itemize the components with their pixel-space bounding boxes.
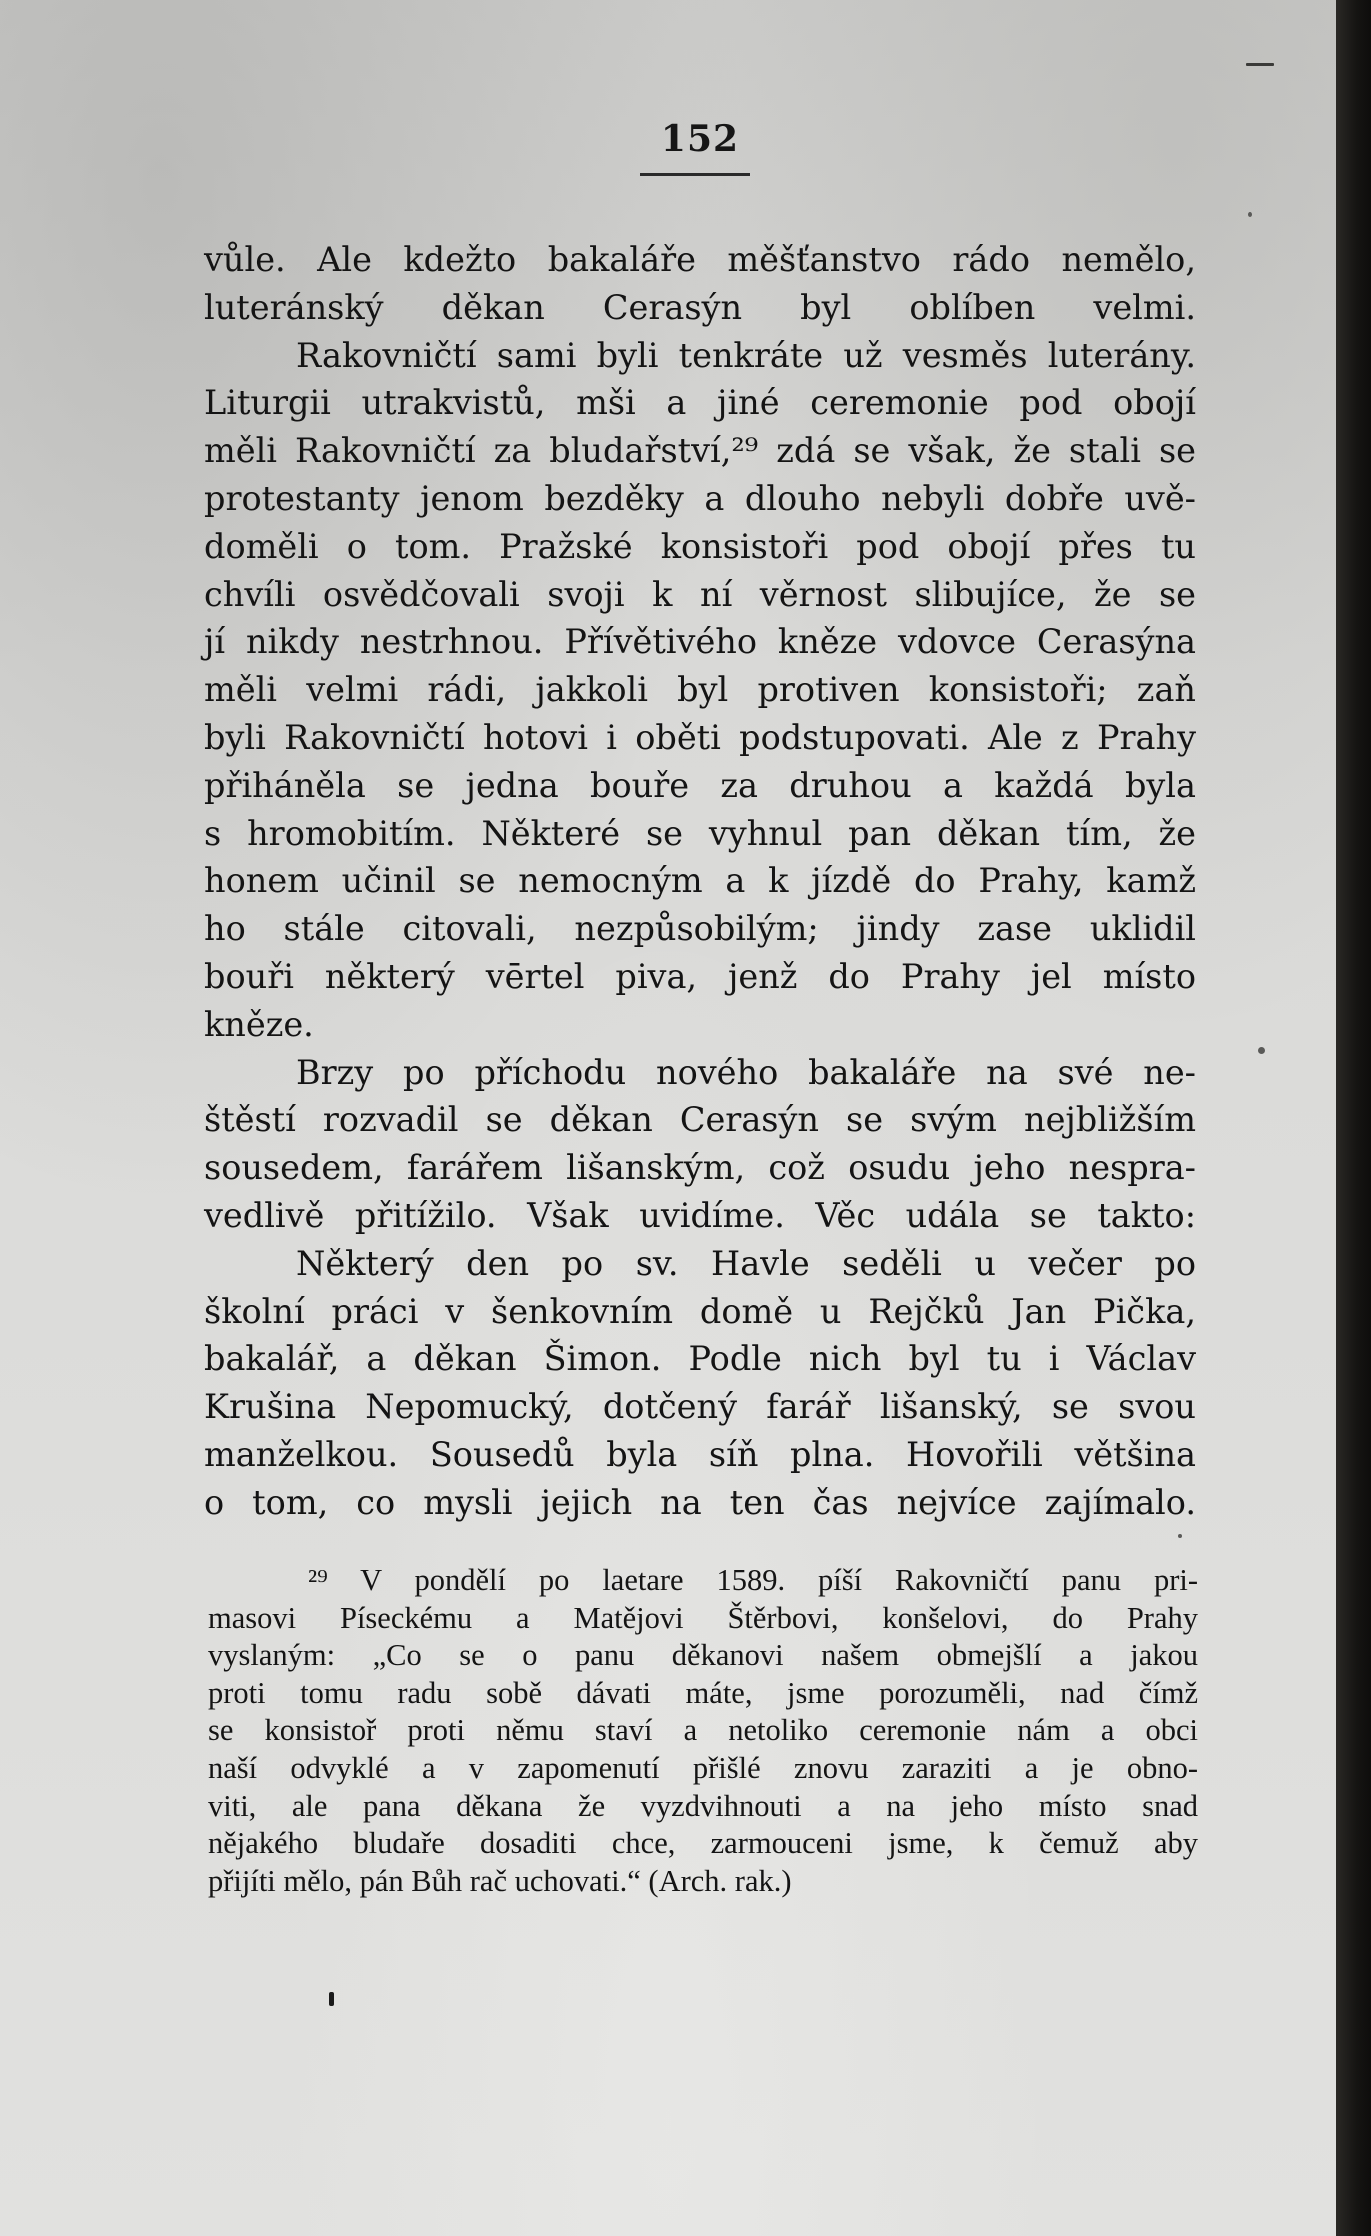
text-line: chvíli osvědčovali svoji k ní věrnost slibujíce, že se	[204, 574, 1196, 614]
page-number: 152	[660, 118, 740, 160]
text-line: bakalář, a děkan Šimon. Podle nich byl tu i Václav	[204, 1339, 1196, 1379]
main-text	[204, 236, 1196, 1527]
footnote-line: přijíti mělo, pán Bůh rač uchovati.“ (Arch. rak.)	[208, 1863, 792, 1898]
text-line: Rakovničtí sami byli tenkráte už vesměs luterány.	[296, 335, 1196, 375]
footnote-line: viti, ale pana děkana že vyzdvihnouti a na jeho místo snad	[208, 1788, 1198, 1823]
text-line: s hromobitím. Některé se vyhnul pan děkan tím, že	[204, 813, 1196, 853]
text-line: o tom, co mysli jejich na ten čas nejvíce zajímalo.	[204, 1482, 1196, 1522]
text-line: přiháněla se jedna bouře za druhou a každá byla	[204, 765, 1196, 805]
text-line: měli Rakovničtí za bludařství,²⁹ zdá se však, že stali se	[204, 431, 1196, 471]
text-line: Krušina Nepomucký, dotčený farář lišanský, se svou	[204, 1387, 1196, 1427]
print-speck	[329, 1992, 334, 2006]
text-line: jí nikdy nestrhnou. Přívětivého kněze vdovce Cerasýna	[204, 622, 1196, 662]
text-line: bouři některý vērtel piva, jenž do Prahy jel místo	[204, 956, 1196, 996]
text-line: vůle. Ale kdežto bakaláře měšťanstvo rádo nemělo,	[204, 240, 1196, 279]
print-speck	[1248, 212, 1252, 217]
text-line: štěstí rozvadil se děkan Cerasýn se svým nejbližším	[204, 1100, 1196, 1140]
footnote-line: se konsistoř proti němu staví a netoliko ceremonie nám a obci	[208, 1713, 1198, 1748]
text-line: vedlivě přitížilo. Však uvidíme. Věc udála se takto:	[204, 1195, 1196, 1235]
footnote-line: naší odvyklé a v zapomenutí přišlé znovu zaraziti a je obno-	[208, 1750, 1198, 1785]
text-line: kněze.	[204, 1004, 314, 1044]
footnote-line: vyslaným: „Co se o panu děkanovi našem obmejšlí a jakou	[208, 1638, 1198, 1673]
scan-edge	[1336, 0, 1371, 2236]
footnote-line: masovi Píseckému a Matějovi Štěrbovi, konšelovi, do Prahy	[208, 1600, 1198, 1635]
text-line: měli velmi rádi, jakkoli byl protiven konsistoři; zaň	[204, 670, 1196, 710]
text-line: Některý den po sv. Havle seděli u večer po	[296, 1243, 1196, 1283]
text-line: manželkou. Sousedů byla síň plna. Hovořili většina	[204, 1434, 1196, 1474]
print-speck	[1178, 1534, 1182, 1538]
page-number-rule	[640, 173, 750, 176]
text-line: ho stále citovali, nezpůsobilým; jindy zase uklidil	[204, 909, 1196, 949]
footnote	[208, 1562, 1198, 1900]
text-line: doměli o tom. Pražské konsistoři pod obojí přes tu	[204, 526, 1196, 566]
footnote-line: nějakého bludaře dosaditi chce, zarmouceni jsme, k čemuž aby	[208, 1826, 1198, 1861]
text-line: Brzy po příchodu nového bakaláře na své ne-	[296, 1052, 1196, 1092]
text-line: honem učinil se nemocným a k jízdě do Prahy, kamž	[204, 861, 1196, 901]
text-line: sousedem, farářem lišanským, což osudu jeho nespra-	[204, 1148, 1196, 1188]
text-line: Liturgii utrakvistů, mši a jiné ceremonie pod obojí	[204, 383, 1196, 423]
text-line: školní práci v šenkovním domě u Rejčků Jan Pička,	[204, 1291, 1196, 1331]
text-line: byli Rakovničtí hotovi i oběti podstupovati. Ale z Prahy	[204, 717, 1196, 757]
print-speck	[1246, 63, 1274, 66]
text-line: protestanty jenom bezděky a dlouho nebyli dobře uvě-	[204, 478, 1196, 518]
text-line: luteránský děkan Cerasýn byl oblíben velmi.	[204, 287, 1196, 327]
footnote-line: proti tomu radu sobě dávati máte, jsme porozuměli, nad čímž	[208, 1675, 1198, 1710]
footnote-line: ²⁹ V pondělí po laetare 1589. píší Rakovničtí panu pri-	[308, 1563, 1198, 1597]
print-speck	[1258, 1047, 1265, 1054]
